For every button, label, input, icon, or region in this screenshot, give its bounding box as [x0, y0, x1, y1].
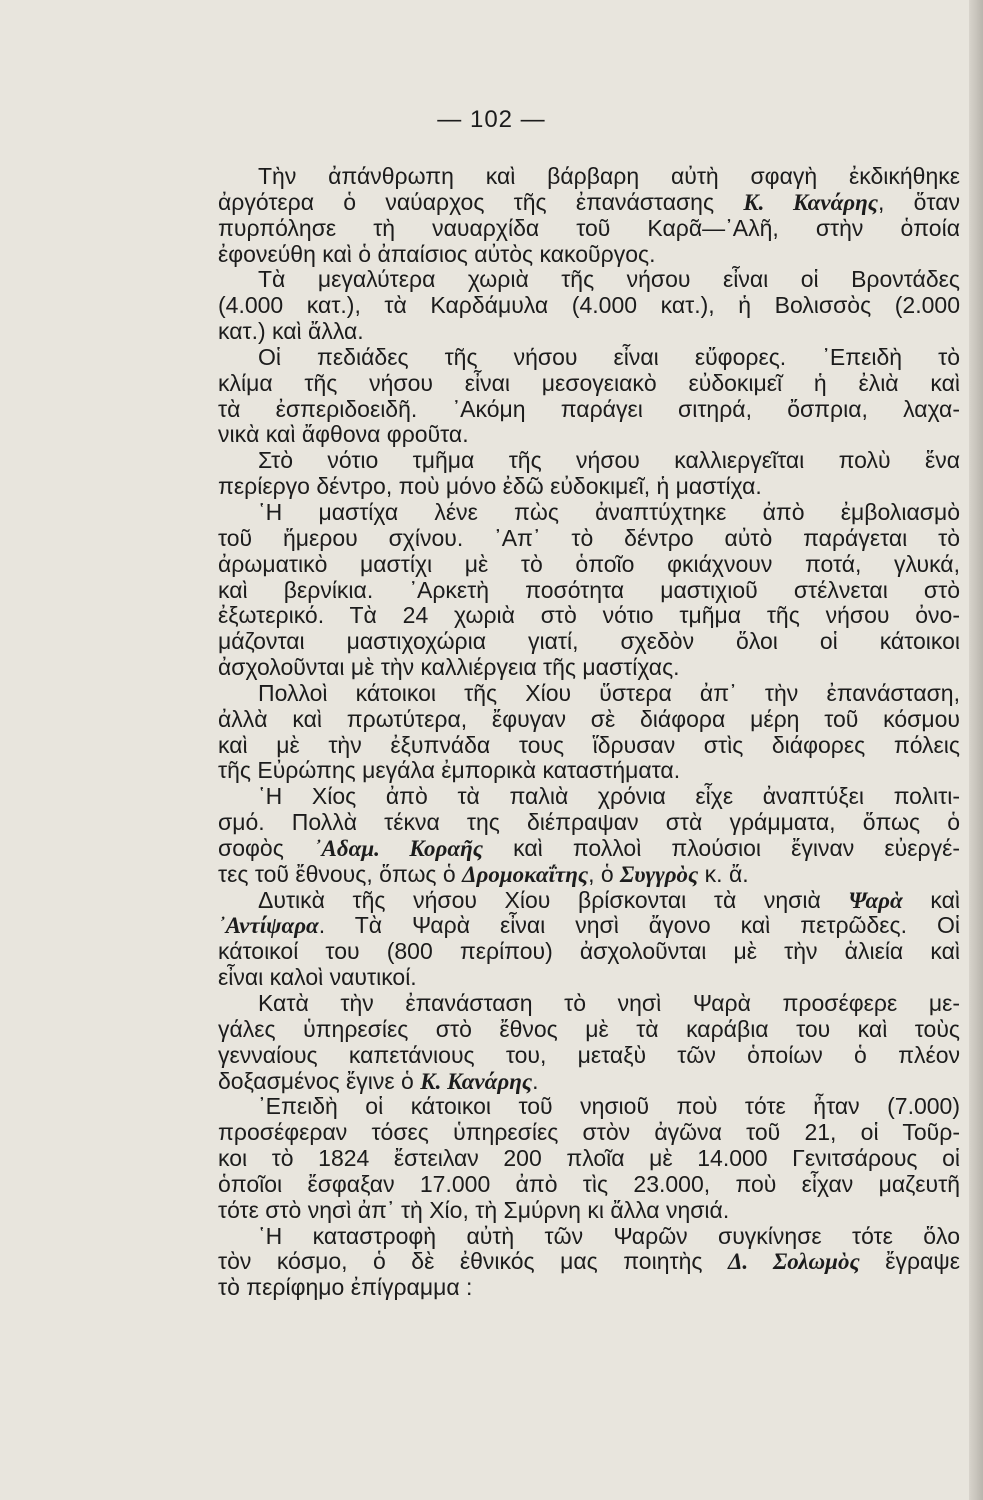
text-segment: ἀργότερα ὁ ναύαρχος τῆς ἐπανάστασης	[218, 188, 744, 215]
text-line	[218, 836, 960, 862]
text-segment: τότε στὸ νησὶ ἀπ᾿ τὴ Χίο, τὴ Σμύρνη κι ἄλλα νησιά.	[218, 1196, 730, 1223]
text-line	[218, 371, 960, 397]
text-line	[218, 422, 960, 448]
text-segment: πυρπόλησε τὴ ναυαρχίδα τοῦ Καρᾶ—᾿Αλῆ, στὴν ὁποία	[218, 214, 960, 241]
text-line	[218, 784, 960, 810]
text-segment: καὶ πολλοὶ πλούσιοι ἔγιναν εὐεργέ-	[483, 834, 960, 861]
text-line	[218, 526, 960, 552]
proper-name: Κ. Κανάρης	[743, 189, 879, 215]
text-line	[218, 939, 960, 965]
text-line	[218, 681, 960, 707]
text-line	[218, 603, 960, 629]
text-segment: προσέφεραν τόσες ὑπηρεσίες στὸν ἀγῶνα τοῦ 21, οἱ Τοῦρ-	[218, 1119, 960, 1146]
proper-name: ᾿Αδαμ. Κοραῆς	[313, 835, 483, 861]
text-line	[218, 629, 960, 655]
text-segment: σμό. Πολλὰ τέκνα της διέπραψαν στὰ γράμματα, ὅπως ὁ	[218, 809, 960, 836]
text-line	[218, 474, 960, 500]
text-segment: κοι τὸ 1824 ἔστειλαν 200 πλοῖα μὲ 14.000 Γενιτσάρους οἱ	[218, 1145, 960, 1172]
text-segment: μάζονται μαστιχοχώρια γιατί, σχεδὸν ὅλοι οἱ κάτοικοι	[218, 628, 960, 655]
text-line	[218, 758, 960, 784]
text-segment: καὶ μὲ τὴν ἐξυπνάδα τους ἵδρυσαν στὶς διάφορες πόλεις	[218, 731, 960, 758]
text-segment: γάλες ὑπηρεσίες στὸ ἔθνος μὲ τὰ καράβια του καὶ τοὺς	[218, 1015, 960, 1042]
text-segment: (4.000 κατ.), τὰ Καρδάμυλα (4.000 κατ.), ἡ Βολισσὸς (2.000	[218, 292, 960, 319]
text-segment: εἶναι καλοὶ ναυτικοί.	[218, 964, 417, 991]
text-line	[218, 1017, 960, 1043]
text-segment: ἐξωτερικό. Τὰ 24 χωριὰ στὸ νότιο τμῆμα τῆς νήσου ὀνο-	[218, 602, 960, 629]
text-segment: τὸν κόσμο, ὁ δὲ ἐθνικός μας ποιητὴς	[218, 1248, 728, 1275]
text-segment: ῾Η μαστίχα λένε πὼς ἀναπτύχτηκε ἀπὸ ἐμβολιασμὸ	[258, 498, 960, 525]
text-segment: κ. ἄ.	[698, 860, 749, 887]
text-line	[218, 733, 960, 759]
text-segment: ῾Η Χίος ἀπὸ τὰ παλιὰ χρόνια εἶχε ἀναπτύξει πολιτι-	[258, 783, 960, 810]
text-segment: γενναίους καπετάνιους του, μεταξὺ τῶν ὁποίων ὁ πλέον	[218, 1041, 960, 1068]
text-line	[218, 707, 960, 733]
text-line	[218, 913, 960, 939]
text-segment: ἔγραψε	[859, 1248, 960, 1275]
text-segment: ῾Η καταστροφὴ αὐτὴ τῶν Ψαρῶν συγκίνησε τότε ὅλο	[258, 1222, 960, 1249]
text-segment: , ὁ	[588, 860, 621, 887]
text-line	[218, 500, 960, 526]
text-line	[218, 267, 960, 293]
text-segment: Δυτικὰ τῆς νήσου Χίου βρίσκονται τὰ νησιὰ	[258, 886, 849, 913]
text-segment: ἀρωματικὸ μαστίχι μὲ τὸ ὁποῖο φκιάχνουν ποτά, γλυκά,	[218, 550, 960, 577]
text-line	[218, 293, 960, 319]
text-line	[218, 190, 960, 216]
text-line	[218, 965, 960, 991]
text-line	[218, 164, 960, 190]
proper-name: Δρομοκαΐτης	[462, 861, 589, 887]
proper-name: Δ. Σολωμὸς	[727, 1249, 860, 1275]
text-line	[218, 888, 960, 914]
text-segment: κάτοικοί του (800 περίπου) ἀσχολοῦνται μὲ τὴν ἁλιεία καὶ	[218, 938, 960, 965]
text-segment: ᾿Επειδὴ οἱ κάτοικοι τοῦ νησιοῦ ποὺ τότε ἦταν (7.000)	[258, 1093, 960, 1120]
text-line	[218, 345, 960, 371]
page-number: — 102 —	[437, 106, 546, 133]
text-segment: περίεργο δέντρο, ποὺ μόνο ἐδῶ εὐδοκιμεῖ, ἡ μαστίχα.	[218, 473, 762, 500]
text-line	[218, 655, 960, 681]
text-line	[218, 1146, 960, 1172]
text-segment: Οἱ πεδιάδες τῆς νήσου εἶναι εὔφορες. ᾿Επειδὴ τὸ	[258, 343, 960, 370]
text-segment: Κατὰ τὴν ἐπανάσταση τὸ νησὶ Ψαρὰ προσέφερε με-	[258, 990, 960, 1016]
text-line	[218, 1224, 960, 1250]
text-segment: Τὴν ἀπάνθρωπη καὶ βάρβαρη αὐτὴ σφαγὴ ἐκδικήθηκε	[258, 163, 960, 189]
text-segment: Πολλοὶ κάτοικοι τῆς Χίου ὕστερα ἀπ᾿ τὴν ἐπανάσταση,	[258, 679, 960, 706]
text-segment: τοῦ ἥμερου σχίνου. ᾿Απ᾿ τὸ δέντρο αὐτὸ παράγεται τὸ	[218, 524, 960, 551]
body-text	[218, 164, 960, 1301]
text-segment: τῆς Εὐρώπης μεγάλα ἐμπορικὰ καταστήματα.	[218, 757, 681, 784]
text-line	[218, 1172, 960, 1198]
text-segment: . Τὰ Ψαρὰ εἶναι νησὶ ἄγονο καὶ πετρῶδες. Οἱ	[318, 912, 960, 939]
text-segment: ἀσχολοῦνται μὲ τὴν καλλιέργεια τῆς μαστίχας.	[218, 654, 680, 681]
text-line	[218, 552, 960, 578]
proper-name: Συγγρὸς	[620, 861, 699, 887]
text-segment: .	[532, 1067, 539, 1094]
text-line	[218, 1120, 960, 1146]
text-segment: , ὅταν	[878, 188, 960, 215]
text-segment: Στὸ νότιο τμῆμα τῆς νήσου καλλιεργεῖται πολὺ ἕνα	[258, 447, 960, 474]
text-line	[218, 397, 960, 423]
text-line	[218, 991, 960, 1017]
text-line	[218, 1198, 960, 1224]
text-segment: καὶ	[902, 886, 960, 913]
text-segment: ἐφονεύθη καὶ ὁ ἀπαίσιος αὐτὸς κακοῦργος.	[218, 240, 656, 267]
text-segment: τὸ περίφημο ἐπίγραμμα :	[218, 1274, 473, 1301]
text-line	[218, 242, 960, 268]
text-line	[218, 578, 960, 604]
text-line	[218, 1249, 960, 1275]
page-edge-shadow	[969, 0, 983, 1500]
text-line	[218, 216, 960, 242]
proper-name: Ψαρὰ	[848, 887, 903, 913]
text-segment: ὁποῖοι ἔσφαξαν 17.000 ἀπὸ τὶς 23.000, ποὺ εἶχαν μαζευτῆ	[218, 1170, 960, 1197]
text-segment: σοφὸς	[218, 834, 314, 861]
text-segment: Τὰ μεγαλύτερα χωριὰ τῆς νήσου εἶναι οἱ Βροντάδες	[258, 266, 960, 293]
text-segment: δοξασμένος ἔγινε ὁ	[218, 1067, 421, 1094]
proper-name: ᾿Αντίψαρα	[218, 913, 319, 939]
text-line	[218, 1094, 960, 1120]
text-line	[218, 810, 960, 836]
text-line	[218, 319, 960, 345]
text-segment: καὶ βερνίκια. ᾿Αρκετὴ ποσότητα μαστιχιοῦ στέλνεται στὸ	[218, 576, 960, 603]
text-line	[218, 1043, 960, 1069]
text-line	[218, 448, 960, 474]
text-segment: κλίμα τῆς νήσου εἶναι μεσογειακὸ εὐδοκιμεῖ ἡ ἐλιὰ καὶ	[218, 369, 960, 396]
proper-name: Κ. Κανάρης	[420, 1068, 533, 1094]
text-line	[218, 1069, 960, 1095]
text-segment: τες τοῦ ἔθνους, ὅπως ὁ	[218, 860, 463, 887]
text-segment: κατ.) καὶ ἄλλα.	[218, 318, 364, 345]
text-line	[218, 1275, 960, 1301]
text-segment: τὰ ἐσπεριδοειδῆ. ᾿Ακόμη παράγει σιτηρά, ὄσπρια, λαχα-	[218, 395, 960, 422]
text-segment: νικὰ καὶ ἄφθονα φροῦτα.	[218, 421, 469, 448]
text-line	[218, 862, 960, 888]
text-segment: ἀλλὰ καὶ πρωτύτερα, ἔφυγαν σὲ διάφορα μέρη τοῦ κόσμου	[218, 705, 960, 732]
